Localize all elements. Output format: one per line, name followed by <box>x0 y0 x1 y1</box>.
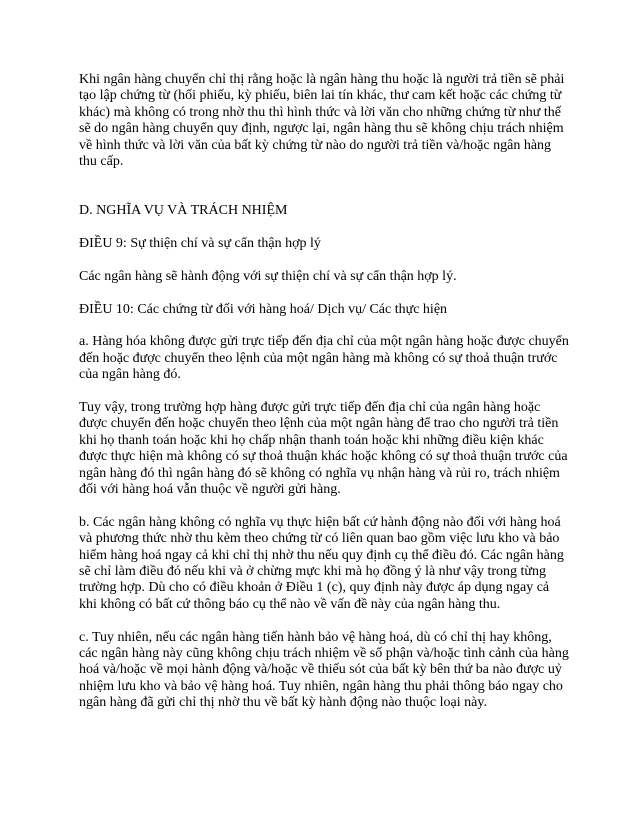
article-9-text: Các ngân hàng sẽ hành động với sự thiện chí và sự cẩn thận hợp lý. <box>79 268 457 284</box>
article-9-heading: ĐIỀU 9: Sự thiện chí và sự cẩn thận hợp lý <box>79 236 321 252</box>
intro-paragraph: Khi ngân hàng chuyển chỉ thị rằng hoặc là ngân hàng thu hoặc là người trả tiền sẽ phải tạo lập chứng từ (hối phiếu, kỳ phiếu, biên lai tín khác, thư cam kết hoặc các chứng từ khác) mà không có trong nhờ thu thì hình thức và lời văn cho những chứng từ như thế sẽ do ngân hàng chuyển quy định, ngược lại, ngân hàng thu sẽ không chịu trách nhiệm về hình thức và lời văn của bất kỳ chứng từ nào do người trả tiền và/hoặc ngân hàng thu cấp. <box>79 72 565 170</box>
document-page <box>79 72 569 728</box>
article-10-heading: ĐIỀU 10: Các chứng từ đối với hàng hoá/ Dịch vụ/ Các thực hiện <box>79 301 448 317</box>
article-10-paragraph-a: a. Hàng hóa không được gửi trực tiếp đến địa chỉ của một ngân hàng hoặc được chuyển đến hoặc được chuyển theo lệnh của một ngân hàng mà không có sự thoả thuận trước của ngân hàng đó. <box>79 334 569 383</box>
section-heading: D. NGHĨA VỤ VÀ TRÁCH NHIỆM <box>79 203 288 219</box>
section-spacer <box>79 187 569 203</box>
article-10-paragraph-b: b. Các ngân hàng không có nghĩa vụ thực hiện bất cứ hành động nào đối với hàng hoá và phương thức nhờ thu kèm theo chứng từ có liên quan bao gồm việc lưu kho và bảo hiểm hàng hoá ngay cả khi chỉ thị nhờ thu nếu quy định cụ thể điều đó. Các ngân hàng sẽ chỉ làm điều đó nếu khi và ở chừng mực khi mà họ đồng ý là như vậy trong từng trường hợp. Dù cho có điều khoản ở Điều 1 (c), quy định này được áp dụng ngay cả khi không có bất cứ thông báo cụ thể nào về vấn đề này của ngân hàng thu. <box>79 514 564 612</box>
article-10-paragraph-c: c. Tuy nhiên, nếu các ngân hàng tiến hành bảo vệ hàng hoá, dù có chỉ thị hay không, các ngân hàng này cũng không chịu trách nhiệm về số phận và/hoặc tình cảnh của hàng hoá và/hoặc về mọi hành động và/hoặc về thiếu sót của bất kỳ bên thứ ba nào được uỷ nhiệm lưu kho và bảo vệ hàng hoá. Tuy nhiên, ngân hàng thu phải thông báo ngay cho ngân hàng đã gửi chỉ thị nhờ thu về bất kỳ hành động nào thuộc loại này. <box>79 629 569 711</box>
article-10-paragraph-a-continued: Tuy vậy, trong trường hợp hàng được gửi trực tiếp đến địa chỉ của ngân hàng hoặc được chuyển đến hoặc chuyển theo lệnh của một ngân hàng để trao cho người trả tiền khi họ thanh toán hoặc khi họ chấp nhận thanh toán hoặc khi những điều kiện khác được thực hiện mà không có sự thoả thuận khác hoặc không có sự thoả thuận trước của ngân hàng đó thì ngân hàng đó sẽ không có nghĩa vụ nhận hàng và rủi ro, trách nhiệm đối với hàng hoá vẫn thuộc về người gửi hàng. <box>79 400 568 498</box>
